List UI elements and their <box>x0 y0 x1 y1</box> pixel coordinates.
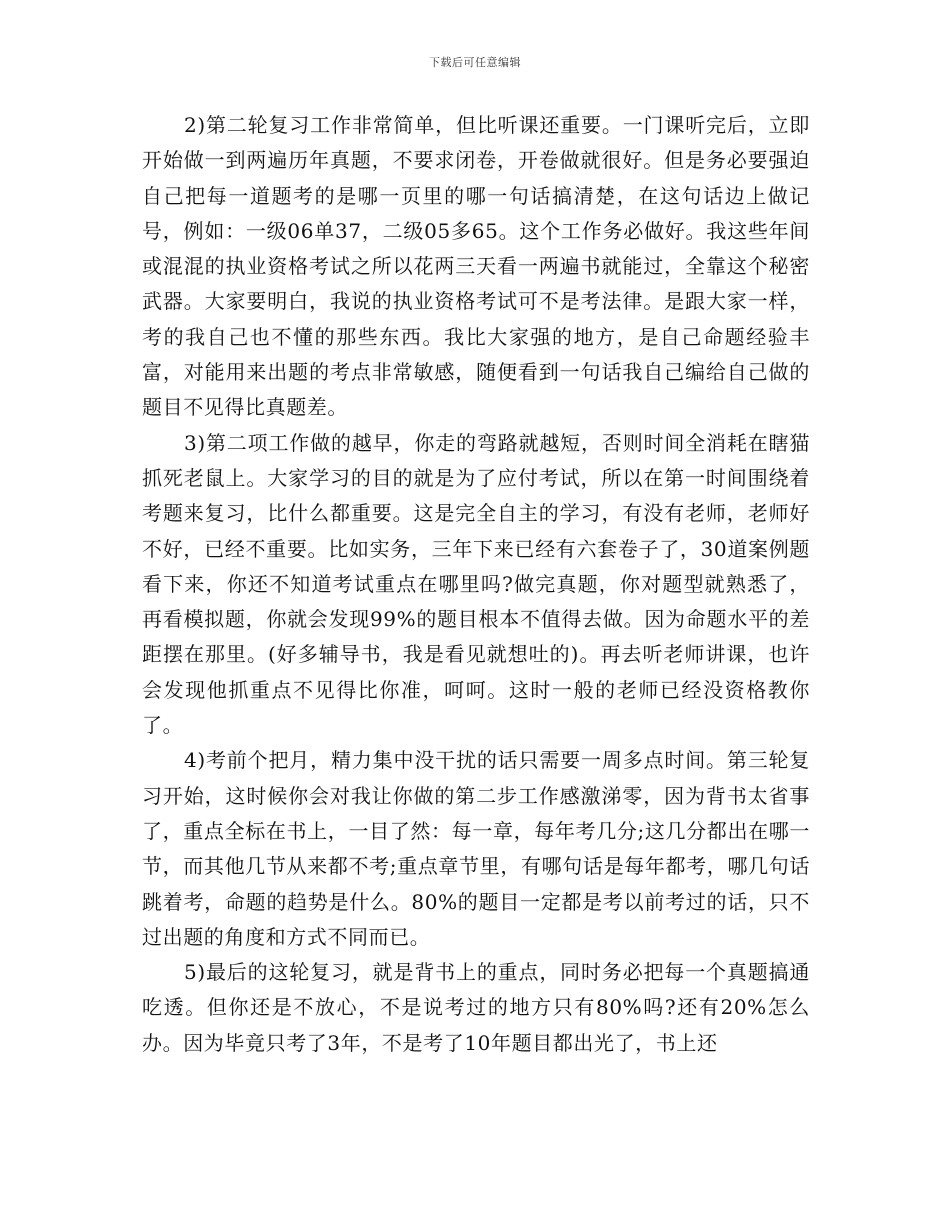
page-header: 下载后可任意编辑 <box>429 56 521 69</box>
paragraph-3: 3)第二项工作做的越早，你走的弯路就越短，否则时间全消耗在瞎猫抓死老鼠上。大家学习的目的就是为了应付考试，所以在第一时间围绕着考题来复习，比什么都重要。这是完全自主的学习，有没有老师，老师好不好，已经不重要。比如实务，三年下来已经有六套卷子了，30道案例题看下来，你还不知道考试重点在哪里吗?做完真题，你对题型就熟悉了，再看模拟题，你就会发现99%的题目根本不值得去做。因为命题水平的差距摆在那里。(好多辅导书，我是看见就想吐的)。再去听老师讲课，也许会发现他抓重点不见得比你准，呵呵。这时一般的老师已经没资格教你了。 <box>142 430 810 738</box>
paragraph-4: 4)考前个把月，精力集中没干扰的话只需要一周多点时间。第三轮复习开始，这时候你会对我让你做的第二步工作感激涕零，因为背书太省事了，重点全标在书上，一目了然：每一章，每年考几分;这几分都出在哪一节，而其他几节从来都不考;重点章节里，有哪句话是每年都考，哪几句话跳着考，命题的趋势是什么。80%的题目一定都是考以前考过的话，只不过出题的角度和方式不同而已。 <box>142 748 810 949</box>
paragraph-5: 5)最后的这轮复习，就是背书上的重点，同时务必把每一个真题搞通吃透。但你还是不放心，不是说考过的地方只有80%吗?还有20%怎么办。因为毕竟只考了3年，不是考了10年题目都出光了，书上还 <box>142 960 810 1055</box>
paragraph-2: 2)第二轮复习工作非常简单，但比听课还重要。一门课听完后，立即开始做一到两遍历年真题，不要求闭卷，开卷做就很好。但是务必要强迫自己把每一道题考的是哪一页里的哪一句话搞清楚，在这句话边上做记号，例如：一级06单37，二级05多65。这个工作务必做好。我这些年间或混混的执业资格考试之所以花两三天看一两遍书就能过，全靠这个秘密武器。大家要明白，我说的执业资格考试可不是考法律。是跟大家一样，考的我自己也不懂的那些东西。我比大家强的地方，是自己命题经验丰富，对能用来出题的考点非常敏感，随便看到一句话我自己编给自己做的题目不见得比真题差。 <box>142 113 810 420</box>
document-body <box>142 108 810 1061</box>
